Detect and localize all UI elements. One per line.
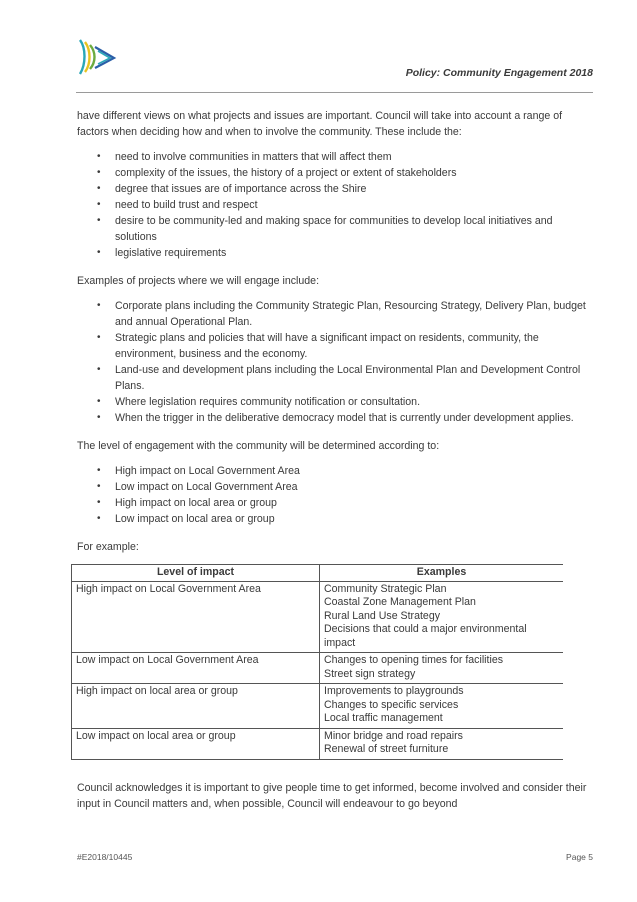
examples-cell: [320, 728, 564, 759]
example-item: Rural Land Use Strategy: [324, 609, 441, 622]
level-cell: High impact on local area or group: [72, 684, 320, 729]
examples-cell: [320, 684, 564, 729]
list-item: • Low impact on local area or group: [77, 511, 593, 527]
example-item: Renewal of street furniture: [324, 743, 449, 755]
list-item: • Where legislation requires community notification or consultation.: [77, 394, 593, 410]
table-row: [72, 684, 564, 729]
projects-intro: Examples of projects where we will engage include:: [77, 275, 320, 287]
list-item: • degree that issues are of importance across the Shire: [77, 181, 593, 197]
level-intro: The level of engagement with the community will be determined according to:: [77, 440, 440, 452]
list-item: • Corporate plans including the Community Strategic Plan, Resourcing Strategy, Delivery Plan, budget and annual Operational Plan.: [77, 298, 593, 330]
list-item: • desire to be community-led and making space for communities to develop local initiatives and solutions: [77, 213, 593, 245]
page-number: Page 5: [566, 852, 593, 862]
list-item: • When the trigger in the deliberative democracy model that is currently under development applies.: [77, 410, 593, 426]
table-row: [72, 653, 564, 684]
example-intro: For example:: [77, 541, 139, 553]
list-item: • legislative requirements: [77, 245, 593, 261]
examples-cell: [320, 653, 564, 684]
council-logo-icon: [76, 38, 118, 78]
example-item: Coastal Zone Management Plan: [324, 596, 476, 608]
projects-list: [77, 298, 593, 426]
table-header-row: [72, 565, 564, 582]
column-header: Examples: [320, 565, 564, 582]
header-divider: [76, 92, 593, 93]
impact-table: [71, 564, 563, 760]
example-item: Street sign strategy: [324, 667, 416, 680]
page-content: [77, 108, 593, 812]
intro-paragraph: have different views on what projects and issues are important. Council will take into account a range of factors when deciding how and when to involve the community. These include the:: [77, 110, 563, 138]
list-item: • Land-use and development plans including the Local Environmental Plan and Development Control Plans.: [77, 362, 593, 394]
factors-list: [77, 149, 593, 261]
example-item: Changes to opening times for facilities: [324, 654, 504, 666]
list-item: • High impact on local area or group: [77, 495, 593, 511]
document-title: Policy: Community Engagement 2018: [405, 67, 593, 79]
example-item: Decisions that could a major environmental impact: [324, 623, 527, 649]
example-item: Local traffic management: [324, 712, 443, 724]
table-row: [72, 581, 564, 653]
example-item: Minor bridge and road repairs: [324, 729, 463, 742]
list-item: • Low impact on Local Government Area: [77, 479, 593, 495]
closing-paragraph: Council acknowledges it is important to give people time to get informed, become involved and consider their input in Council matters and, when possible, Council will endeavour to go beyond: [77, 781, 587, 810]
levels-list: [77, 463, 593, 527]
level-cell: Low impact on local area or group: [72, 728, 320, 759]
example-item: Changes to specific services: [324, 698, 459, 711]
list-item: • need to involve communities in matters that will affect them: [77, 149, 593, 165]
list-item: • need to build trust and respect: [77, 197, 593, 213]
list-item: • High impact on Local Government Area: [77, 463, 593, 479]
table-row: [72, 728, 564, 759]
list-item: • Strategic plans and policies that will have a significant impact on residents, community, the environment, business and the economy.: [77, 330, 593, 362]
level-cell: Low impact on Local Government Area: [72, 653, 320, 684]
list-item: • complexity of the issues, the history of a project or extent of stakeholders: [77, 165, 593, 181]
examples-cell: [320, 581, 564, 653]
example-item: Improvements to playgrounds: [324, 685, 464, 697]
document-reference: #E2018/10445: [77, 852, 133, 862]
column-header: Level of impact: [72, 565, 320, 582]
level-cell: High impact on Local Government Area: [72, 581, 320, 653]
example-item: Community Strategic Plan: [324, 582, 447, 595]
